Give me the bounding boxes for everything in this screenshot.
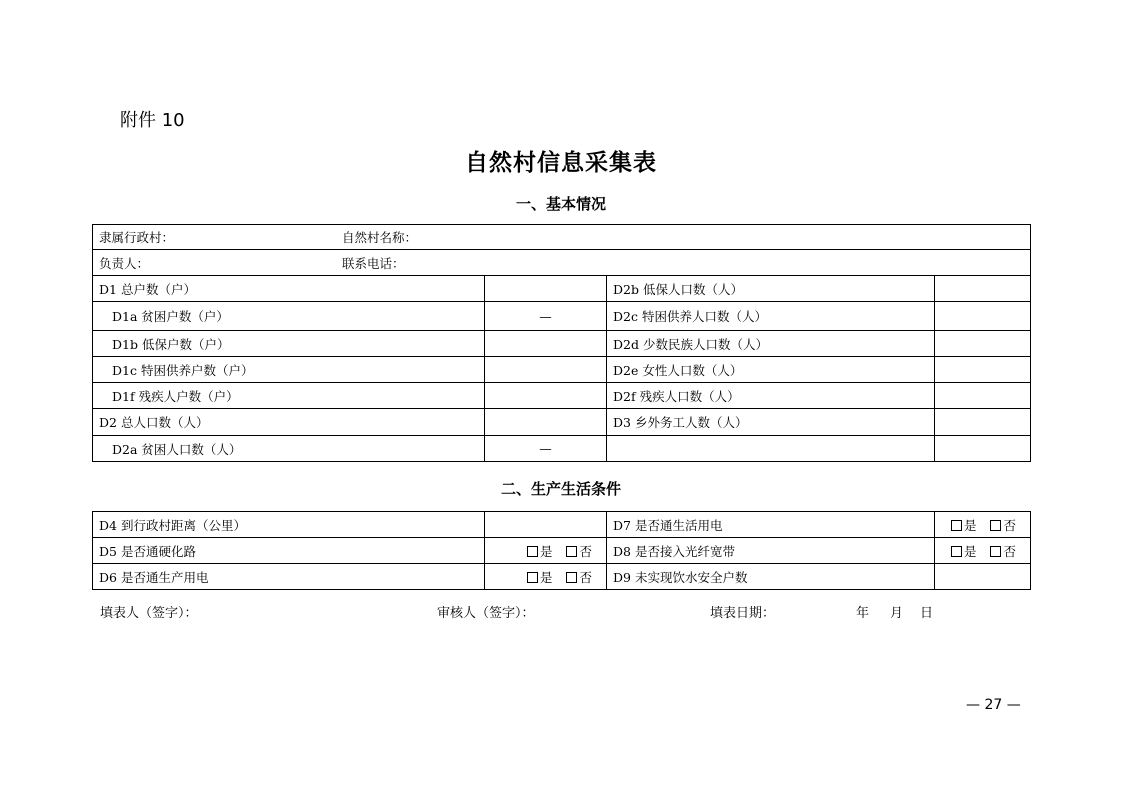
reviewer-signature-label: 审核人（签字）： bbox=[437, 606, 535, 621]
row-label: D2e 女性人口数（人） bbox=[607, 357, 935, 383]
yes-no-options bbox=[485, 564, 607, 590]
value-cell[interactable] bbox=[935, 564, 1031, 590]
value-cell[interactable] bbox=[485, 357, 607, 383]
value-cell[interactable] bbox=[935, 409, 1031, 436]
row-label: D4 到行政村距离（公里） bbox=[93, 512, 485, 538]
yes-no-options bbox=[935, 512, 1031, 538]
section-heading-basic: 一、基本情况 bbox=[515, 195, 606, 213]
village-label: 隶属行政村： bbox=[99, 230, 175, 245]
yes-checkbox[interactable] bbox=[527, 542, 553, 560]
no-checkbox[interactable] bbox=[566, 542, 592, 560]
checkbox-icon bbox=[951, 520, 962, 531]
row-label: D2f 残疾人口数（人） bbox=[607, 383, 935, 409]
row-label: D5 是否通硬化路 bbox=[93, 538, 485, 564]
value-cell: — bbox=[485, 436, 607, 462]
table-row bbox=[93, 276, 1031, 302]
day-label: 日 bbox=[920, 606, 934, 621]
value-cell[interactable] bbox=[935, 357, 1031, 383]
yes-checkbox[interactable] bbox=[527, 568, 553, 586]
table-row bbox=[93, 383, 1031, 409]
yes-label: 是 bbox=[963, 517, 977, 533]
table-row bbox=[93, 409, 1031, 436]
basic-info-table bbox=[92, 224, 1031, 462]
value-cell[interactable] bbox=[485, 409, 607, 436]
table-row bbox=[93, 538, 1031, 564]
natural-village-label: 自然村名称： bbox=[342, 230, 418, 245]
row-label: D8 是否接入光纤宽带 bbox=[607, 538, 935, 564]
checkbox-icon bbox=[566, 546, 577, 557]
checkbox-icon bbox=[566, 572, 577, 583]
section-heading-conditions: 二、生产生活条件 bbox=[500, 480, 621, 498]
checkbox-icon bbox=[990, 520, 1001, 531]
yes-no-options bbox=[485, 538, 607, 564]
table-row bbox=[93, 250, 1031, 276]
row-label: D1c 特困供养户数（户） bbox=[93, 357, 485, 383]
year-label: 年 bbox=[856, 606, 870, 621]
row-label: D6 是否通生产用电 bbox=[93, 564, 485, 590]
row-label: D1b 低保户数（户） bbox=[93, 331, 485, 357]
value-cell[interactable] bbox=[485, 512, 607, 538]
fill-date-label: 填表日期： bbox=[710, 606, 776, 621]
row-label bbox=[607, 436, 935, 462]
checkbox-icon bbox=[990, 546, 1001, 557]
table-row bbox=[93, 436, 1031, 462]
leader-label: 负责人： bbox=[99, 255, 150, 271]
row-label: D2 总人口数（人） bbox=[93, 409, 485, 436]
no-checkbox[interactable] bbox=[990, 516, 1016, 534]
conditions-table bbox=[92, 511, 1031, 590]
yes-label: 是 bbox=[539, 569, 553, 585]
attachment-label: 附件 10 bbox=[120, 110, 185, 131]
value-cell bbox=[935, 436, 1031, 462]
row-label: D1f 残疾人户数（户） bbox=[93, 383, 485, 409]
table-row bbox=[93, 331, 1031, 357]
page-number: — 27 — bbox=[966, 697, 1021, 713]
checkbox-icon bbox=[527, 572, 538, 583]
yes-label: 是 bbox=[539, 543, 553, 559]
row-label: D1 总户数（户） bbox=[93, 276, 485, 302]
checkbox-icon bbox=[951, 546, 962, 557]
row-label: D9 未实现饮水安全户数 bbox=[607, 564, 935, 590]
value-cell[interactable] bbox=[935, 383, 1031, 409]
yes-checkbox[interactable] bbox=[951, 542, 977, 560]
row-label: D2d 少数民族人口数（人） bbox=[607, 331, 935, 357]
no-label: 否 bbox=[579, 569, 592, 585]
row-label: D7 是否通生活用电 bbox=[607, 512, 935, 538]
value-cell[interactable] bbox=[485, 276, 607, 302]
checkbox-icon bbox=[527, 546, 538, 557]
yes-checkbox[interactable] bbox=[951, 516, 977, 534]
table-row bbox=[93, 225, 1031, 250]
value-cell[interactable] bbox=[485, 383, 607, 409]
table-row bbox=[93, 357, 1031, 383]
no-label: 否 bbox=[1003, 543, 1016, 559]
table-row bbox=[93, 564, 1031, 590]
phone-label: 联系电话： bbox=[342, 255, 405, 271]
row-label: D2a 贫困人口数（人） bbox=[93, 436, 485, 462]
month-label: 月 bbox=[890, 606, 904, 621]
yes-no-options bbox=[935, 538, 1031, 564]
value-cell[interactable] bbox=[935, 302, 1031, 331]
page-title: 自然村信息采集表 bbox=[465, 149, 657, 176]
value-cell[interactable] bbox=[485, 331, 607, 357]
row-label: D2c 特困供养人口数（人） bbox=[607, 302, 935, 331]
yes-label: 是 bbox=[963, 543, 977, 559]
no-label: 否 bbox=[1003, 517, 1016, 533]
table-row bbox=[93, 302, 1031, 331]
table-row bbox=[93, 512, 1031, 538]
row-label: D1a 贫困户数（户） bbox=[93, 302, 485, 331]
row-label: D3 乡外务工人数（人） bbox=[607, 409, 935, 436]
no-checkbox[interactable] bbox=[566, 568, 592, 586]
row-label: D2b 低保人口数（人） bbox=[607, 276, 935, 302]
no-label: 否 bbox=[579, 543, 592, 559]
value-cell: — bbox=[485, 302, 607, 331]
value-cell[interactable] bbox=[935, 331, 1031, 357]
value-cell[interactable] bbox=[935, 276, 1031, 302]
filler-signature-label: 填表人（签字）： bbox=[100, 606, 198, 621]
no-checkbox[interactable] bbox=[990, 542, 1016, 560]
